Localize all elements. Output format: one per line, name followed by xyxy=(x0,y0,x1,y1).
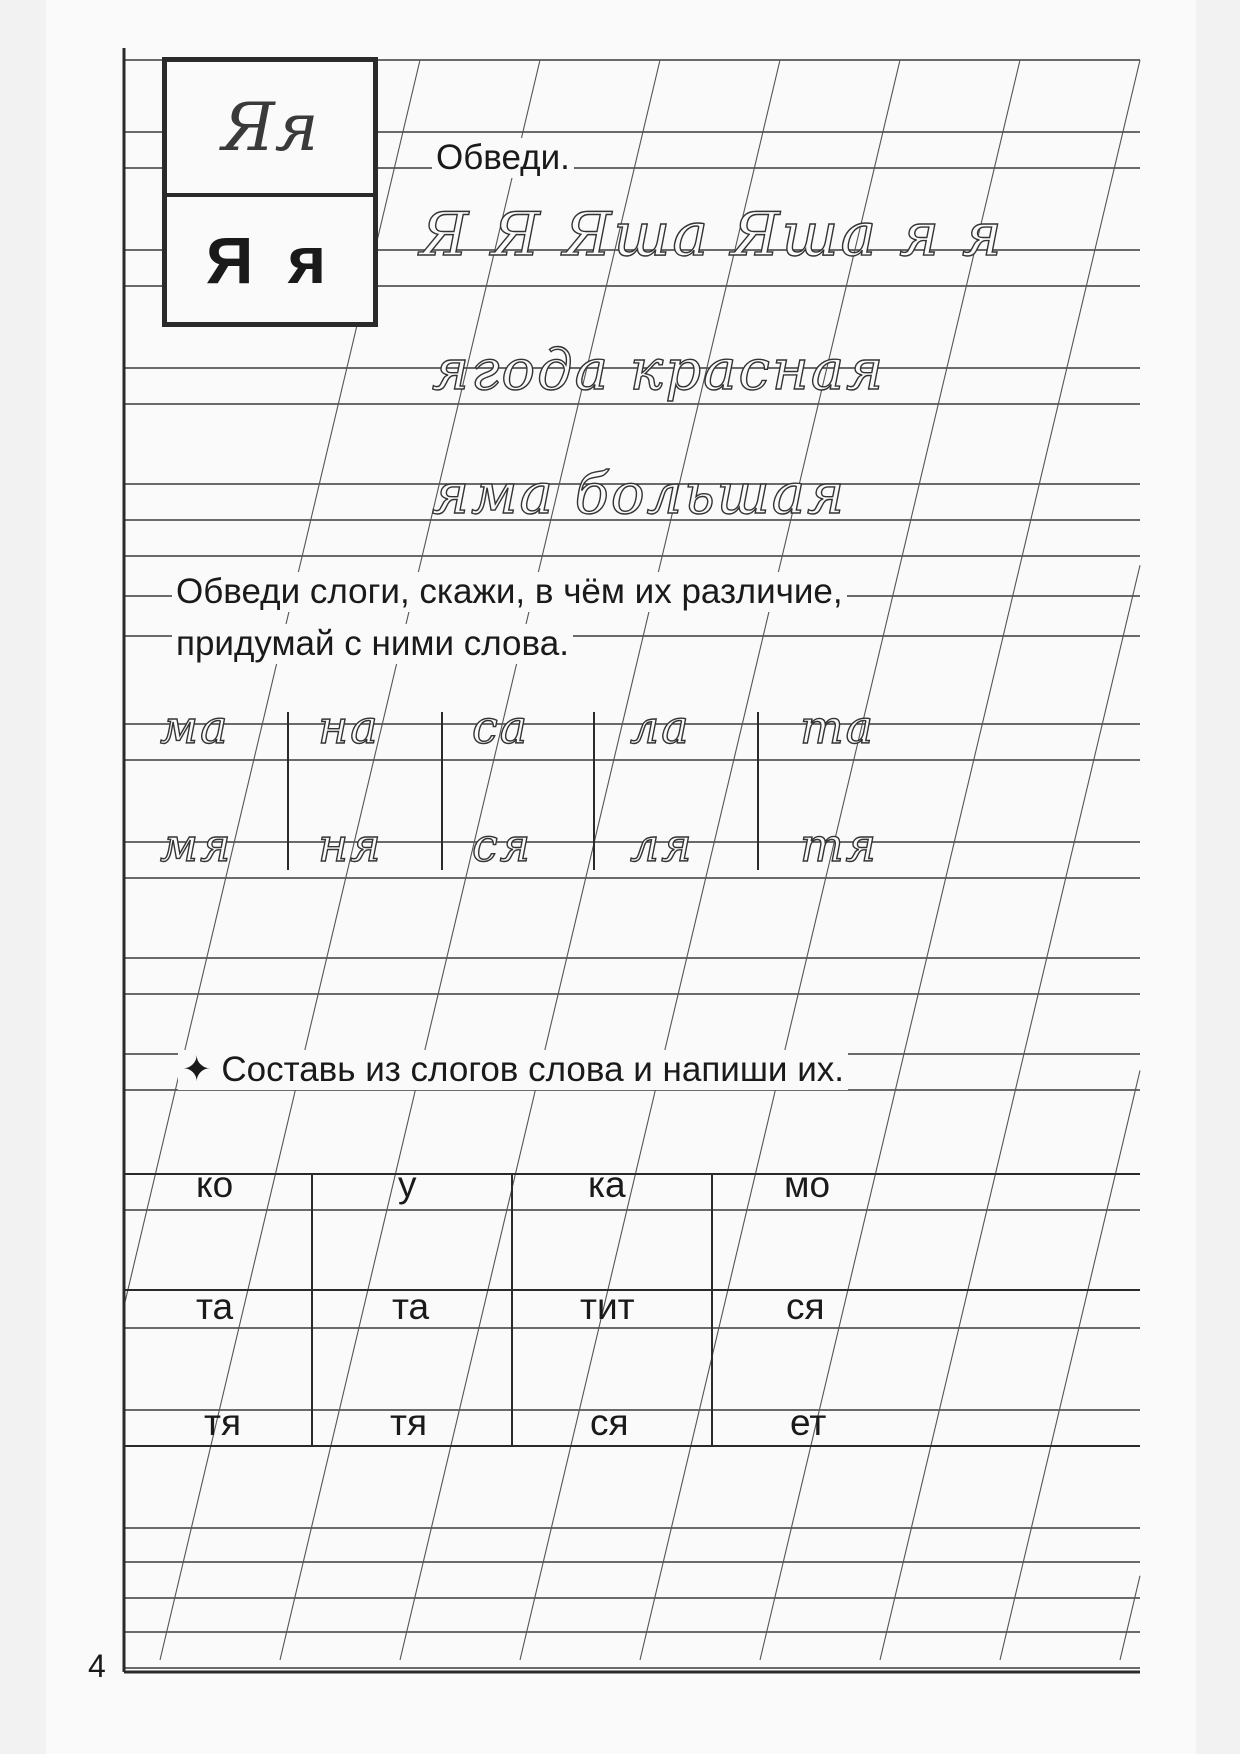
letter-card xyxy=(162,57,378,327)
syllable-top-1: ма xyxy=(160,700,230,754)
syllable-top-3: са xyxy=(472,700,530,754)
task3-instruction xyxy=(178,1050,848,1090)
syllable-cell: мо xyxy=(784,1164,831,1205)
syllable-cell: тит xyxy=(580,1286,635,1327)
syllable-top-5: та xyxy=(800,700,876,754)
task2-instruction-2: придумай с ними слова. xyxy=(172,624,573,664)
letter-script: Яя xyxy=(167,62,373,197)
trace-line-1: Я Я Яша Яша я я xyxy=(420,200,1004,270)
syllable-bottom-5: тя xyxy=(800,818,879,872)
letter-print: Я я xyxy=(205,223,335,297)
syllable-cell: ся xyxy=(786,1286,825,1327)
syllable-cell: ет xyxy=(790,1402,827,1443)
syllable-bottom-3: ся xyxy=(472,818,533,872)
syllable-cell: тя xyxy=(390,1402,427,1443)
syllable-cell: тя xyxy=(204,1402,241,1443)
syllable-cell: у xyxy=(398,1164,417,1205)
syllable-top-4: ла xyxy=(630,700,691,754)
trace-line-3: яма большая xyxy=(432,462,847,527)
syllable-cell: ка xyxy=(588,1164,626,1205)
syllable-cell: та xyxy=(392,1286,430,1327)
trace-line-2: ягода красная xyxy=(432,338,886,403)
syllable-cell: ся xyxy=(590,1402,629,1443)
syllable-bottom-2: ня xyxy=(318,818,383,872)
page-number: 4 xyxy=(88,1648,106,1684)
star-icon: ✦ xyxy=(182,1050,212,1089)
task3-instruction-text: Составь из слогов слова и напиши их. xyxy=(221,1050,844,1089)
syllable-cell: ко xyxy=(196,1164,234,1205)
syllable-bottom-1: мя xyxy=(160,818,233,872)
task2-instruction-1: Обведи слоги, скажи, в чём их различие, xyxy=(172,572,847,612)
syllable-cell: та xyxy=(196,1286,234,1327)
slant-line xyxy=(1000,1071,1140,1660)
syllable-top-2: на xyxy=(318,700,380,754)
slant-line xyxy=(1120,1576,1140,1660)
task1-instruction: Обведи. xyxy=(432,138,574,178)
slant-line xyxy=(880,565,1140,1660)
syllable-bottom-4: ля xyxy=(630,818,694,872)
